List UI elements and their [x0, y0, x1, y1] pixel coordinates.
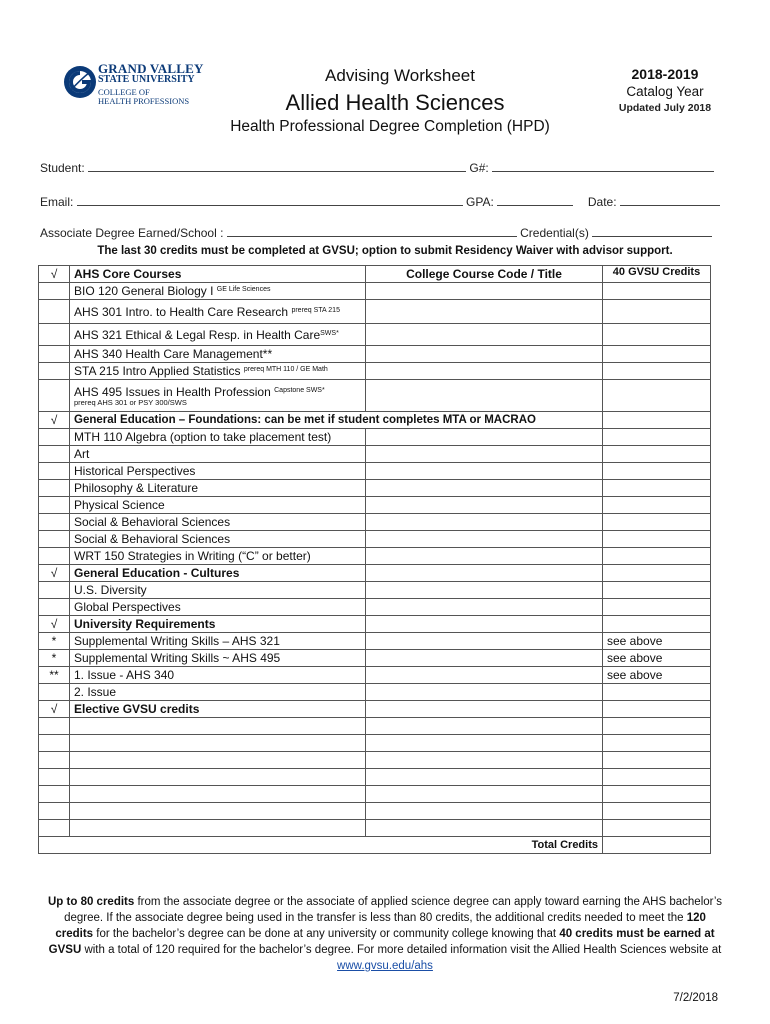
mark-cell: *: [39, 633, 70, 650]
worksheet-title: Advising Worksheet: [325, 66, 475, 85]
check-cell[interactable]: [39, 463, 70, 480]
gen-ed-item: Social & Behavioral Sciences: [70, 531, 366, 548]
univ-header: University Requirements: [70, 616, 366, 633]
credit-cell[interactable]: [603, 616, 711, 633]
credit-cell[interactable]: [603, 803, 711, 820]
code-cell[interactable]: [366, 463, 603, 480]
code-cell[interactable]: [366, 380, 603, 412]
code-cell[interactable]: [366, 497, 603, 514]
check-cell[interactable]: [39, 820, 70, 837]
table-row: [39, 548, 711, 565]
course-cell: [70, 363, 366, 380]
ahs-website-link[interactable]: www.gvsu.edu/ahs: [337, 960, 433, 972]
check-cell[interactable]: [39, 548, 70, 565]
gen-ed-item: Physical Science: [70, 497, 366, 514]
credit-cell[interactable]: [603, 582, 711, 599]
course-name: BIO 120 General Biology I: [74, 284, 214, 298]
credit-cell[interactable]: [603, 531, 711, 548]
cultures-item: Global Perspectives: [70, 599, 366, 616]
code-cell[interactable]: [366, 769, 603, 786]
logo-wordmark: [98, 62, 204, 105]
table-row: [39, 633, 711, 650]
check-cell[interactable]: [39, 582, 70, 599]
credit-cell[interactable]: [603, 718, 711, 735]
code-header: College Course Code / Title: [366, 266, 603, 283]
student-label: Student:: [40, 161, 85, 175]
check-cell[interactable]: [39, 429, 70, 446]
course-cell[interactable]: [70, 735, 366, 752]
credit-cell: see above: [603, 650, 711, 667]
logo-line1: GRAND VALLEY: [98, 61, 204, 76]
table-row: [39, 346, 711, 363]
check-cell[interactable]: [39, 283, 70, 300]
gen-ed-item: Historical Perspectives: [70, 463, 366, 480]
univ-item: Supplemental Writing Skills ~ AHS 495: [70, 650, 366, 667]
credit-cell[interactable]: [603, 752, 711, 769]
check-cell[interactable]: √: [39, 412, 70, 429]
check-cell[interactable]: [39, 531, 70, 548]
course-cell: [70, 380, 366, 412]
table-row: [39, 752, 711, 769]
course-cell: [70, 324, 366, 346]
course-name: STA 215 Intro Applied Statistics: [74, 364, 241, 378]
univ-item: 1. Issue - AHS 340: [70, 667, 366, 684]
code-cell[interactable]: [366, 667, 603, 684]
check-cell[interactable]: [39, 786, 70, 803]
logo-line2: STATE UNIVERSITY: [98, 74, 195, 85]
check-cell[interactable]: √: [39, 266, 70, 283]
core-header: AHS Core Courses: [70, 266, 366, 283]
check-cell[interactable]: [39, 480, 70, 497]
check-cell[interactable]: √: [39, 565, 70, 582]
check-cell[interactable]: [39, 300, 70, 324]
univ-item: Supplemental Writing Skills – AHS 321: [70, 633, 366, 650]
gen-ed-item: Social & Behavioral Sciences: [70, 514, 366, 531]
credit-cell[interactable]: [603, 480, 711, 497]
table-row: [39, 735, 711, 752]
course-note: prereq MTH 110 / GE Math: [243, 366, 328, 373]
associate-label: Associate Degree Earned/School :: [40, 226, 224, 240]
table-row: [39, 599, 711, 616]
table-row: [39, 769, 711, 786]
table-row: [39, 718, 711, 735]
course-name: AHS 321 Ethical & Legal Resp. in Health Care: [74, 327, 321, 342]
table-row: [39, 266, 711, 283]
check-cell[interactable]: [39, 718, 70, 735]
code-cell[interactable]: [366, 565, 603, 582]
check-cell[interactable]: [39, 346, 70, 363]
gen-ed-note: can be met if student completes MTA or MACRAO: [264, 414, 536, 426]
credit-cell[interactable]: [603, 324, 711, 346]
footer-text-1: from the associate degree or the associate of applied science degree can apply toward earning the AHS bachelor’s degree. If the associate degree being used in the transfer is less than 80 credits, the additional credits needed to meet the: [64, 896, 722, 924]
credit-cell[interactable]: [603, 820, 711, 837]
table-row: [39, 463, 711, 480]
course-cell[interactable]: [70, 786, 366, 803]
mark-cell: [39, 684, 70, 701]
credentials-field[interactable]: [592, 225, 712, 237]
cultures-item: U.S. Diversity: [70, 582, 366, 599]
code-cell[interactable]: [366, 446, 603, 463]
table-row: [39, 412, 711, 429]
table-row: [39, 363, 711, 380]
code-cell[interactable]: [366, 650, 603, 667]
check-cell[interactable]: [39, 324, 70, 346]
cultures-header: General Education - Cultures: [70, 565, 366, 582]
code-cell[interactable]: [366, 429, 603, 446]
gpa-field[interactable]: [497, 194, 573, 206]
table-row: [39, 616, 711, 633]
course-note: Capstone SWS*: [274, 386, 325, 394]
footer-text-3: with a total of 120 required for the bachelor’s degree. For more detailed information visit the Allied Health Sciences website at: [81, 944, 722, 956]
credit-cell: see above: [603, 667, 711, 684]
check-cell[interactable]: [39, 363, 70, 380]
credit-cell[interactable]: [603, 769, 711, 786]
table-row: [39, 514, 711, 531]
catalog-year-label: Catalog Year: [626, 84, 704, 99]
table-row: [39, 324, 711, 346]
gen-ed-item: Philosophy & Literature: [70, 480, 366, 497]
code-cell[interactable]: [366, 701, 603, 718]
table-row: [39, 582, 711, 599]
code-cell[interactable]: [366, 735, 603, 752]
table-row: [39, 820, 711, 837]
footer-bold-1: Up to 80 credits: [48, 896, 135, 908]
code-cell[interactable]: [366, 599, 603, 616]
associate-field[interactable]: [227, 225, 517, 237]
code-cell[interactable]: [366, 752, 603, 769]
credit-cell[interactable]: [603, 412, 711, 429]
date-field[interactable]: [620, 194, 720, 206]
email-row: [40, 194, 720, 209]
email-field[interactable]: [77, 194, 463, 206]
table-row: [39, 380, 711, 412]
check-cell[interactable]: [39, 380, 70, 412]
logo-line4: HEALTH PROFESSIONS: [98, 95, 190, 106]
code-cell[interactable]: [366, 531, 603, 548]
code-cell[interactable]: [366, 582, 603, 599]
course-name: AHS 495 Issues in Health Profession: [74, 384, 271, 399]
code-cell[interactable]: [366, 820, 603, 837]
gen-ed-header: [70, 412, 603, 429]
course-cell[interactable]: [70, 769, 366, 786]
check-cell[interactable]: [39, 803, 70, 820]
gen-ed-title: General Education – Foundations:: [74, 414, 265, 426]
check-cell[interactable]: [39, 514, 70, 531]
table-row: [39, 565, 711, 582]
code-cell[interactable]: [366, 718, 603, 735]
catalog-year: 2018-2019: [631, 66, 699, 82]
credit-cell: see above: [603, 633, 711, 650]
code-cell[interactable]: [366, 300, 603, 324]
code-cell[interactable]: [366, 684, 603, 701]
course-note: SWS*: [320, 329, 339, 337]
degree-title: Health Professional Degree Completion (HPD): [230, 118, 550, 135]
date-label: Date:: [587, 195, 617, 209]
table-row: [39, 803, 711, 820]
worksheet-table: [38, 265, 711, 854]
check-cell[interactable]: √: [39, 701, 70, 718]
credit-cell[interactable]: [603, 429, 711, 446]
gnum-label: G#:: [469, 161, 489, 175]
course-name: AHS 340 Health Care Management**: [74, 347, 273, 361]
gen-ed-item: Art: [70, 446, 366, 463]
elective-header: Elective GVSU credits: [70, 701, 366, 718]
univ-item: 2. Issue: [70, 684, 366, 701]
total-row: [39, 837, 711, 854]
mark-cell: *: [39, 650, 70, 667]
code-cell[interactable]: [366, 363, 603, 380]
credit-cell[interactable]: [603, 548, 711, 565]
student-row: [40, 160, 714, 175]
mark-cell: **: [39, 667, 70, 684]
code-cell[interactable]: [366, 616, 603, 633]
credit-cell[interactable]: [603, 565, 711, 582]
table-row: [39, 667, 711, 684]
total-credit-cell[interactable]: [603, 837, 711, 854]
credit-cell: [603, 684, 711, 701]
course-cell[interactable]: [70, 718, 366, 735]
footer-text-2: for the bachelor’s degree can be done at any university or community college knowing that: [93, 928, 560, 940]
course-note: GE Life Sciences: [216, 286, 271, 293]
email-label: Email:: [40, 195, 74, 209]
code-cell[interactable]: [366, 803, 603, 820]
table-row: [39, 429, 711, 446]
credit-cell[interactable]: [603, 497, 711, 514]
student-field[interactable]: [88, 160, 466, 172]
code-cell[interactable]: [366, 548, 603, 565]
credit-cell[interactable]: [603, 346, 711, 363]
credit-cell[interactable]: [603, 283, 711, 300]
footer-note: [45, 894, 725, 974]
check-cell[interactable]: [39, 752, 70, 769]
table-row: [39, 446, 711, 463]
code-cell[interactable]: [366, 514, 603, 531]
table-row: [39, 650, 711, 667]
table-row: [39, 684, 711, 701]
course-name: AHS 301 Intro. to Health Care Research: [74, 304, 289, 319]
gen-ed-item: MTH 110 Algebra (option to take placement test): [70, 429, 366, 446]
check-cell[interactable]: [39, 599, 70, 616]
code-cell[interactable]: [366, 633, 603, 650]
code-cell[interactable]: [366, 786, 603, 803]
credit-cell[interactable]: [603, 735, 711, 752]
check-cell[interactable]: [39, 735, 70, 752]
credit-cell[interactable]: [603, 363, 711, 380]
table-row: [39, 531, 711, 548]
check-cell[interactable]: [39, 769, 70, 786]
credit-cell[interactable]: [603, 599, 711, 616]
table-row: [39, 786, 711, 803]
credit-cell[interactable]: [603, 701, 711, 718]
gen-ed-item: WRT 150 Strategies in Writing (“C” or better): [70, 548, 366, 565]
code-cell[interactable]: [366, 283, 603, 300]
associate-row: [40, 225, 712, 240]
table-row: [39, 283, 711, 300]
check-cell[interactable]: [39, 446, 70, 463]
course-subnote: prereq AHS 301 or PSY 300/SWS: [74, 397, 187, 407]
logo-line3: COLLEGE OF: [98, 87, 150, 97]
course-cell[interactable]: [70, 820, 366, 837]
course-cell[interactable]: [70, 803, 366, 820]
credit-cell[interactable]: [603, 514, 711, 531]
credit-cell[interactable]: [603, 380, 711, 412]
table-row: [39, 480, 711, 497]
table-row: [39, 300, 711, 324]
footer-bold-2: 120 credits: [55, 912, 706, 940]
code-cell[interactable]: [366, 346, 603, 363]
course-cell: [70, 346, 366, 363]
credits-header: 40 GVSU Credits: [603, 266, 711, 283]
course-cell: [70, 300, 366, 324]
check-cell[interactable]: [39, 497, 70, 514]
credit-cell[interactable]: [603, 463, 711, 480]
check-cell[interactable]: √: [39, 616, 70, 633]
document-date: 7/2/2018: [673, 992, 718, 1004]
footer-bold-3: 40 credits must be earned at GVSU: [48, 928, 715, 956]
credit-cell[interactable]: [603, 446, 711, 463]
course-cell: [70, 283, 366, 300]
credit-cell[interactable]: [603, 786, 711, 803]
code-cell[interactable]: [366, 324, 603, 346]
table-row: [39, 497, 711, 514]
updated-date: Updated July 2018: [618, 102, 712, 114]
table-row: [39, 701, 711, 718]
program-title: Allied Health Sciences: [285, 90, 505, 115]
course-cell[interactable]: [70, 752, 366, 769]
credit-cell[interactable]: [603, 300, 711, 324]
residency-notice: The last 30 credits must be completed at GVSU; option to submit Residency Waiver with advisor support.: [97, 245, 673, 257]
gpa-label: GPA:: [466, 195, 494, 209]
course-note: prereq STA 215: [291, 306, 340, 314]
credentials-label: Credential(s): [520, 226, 589, 240]
total-label: Total Credits: [39, 837, 603, 854]
code-cell[interactable]: [366, 480, 603, 497]
gnum-field[interactable]: [492, 160, 714, 172]
